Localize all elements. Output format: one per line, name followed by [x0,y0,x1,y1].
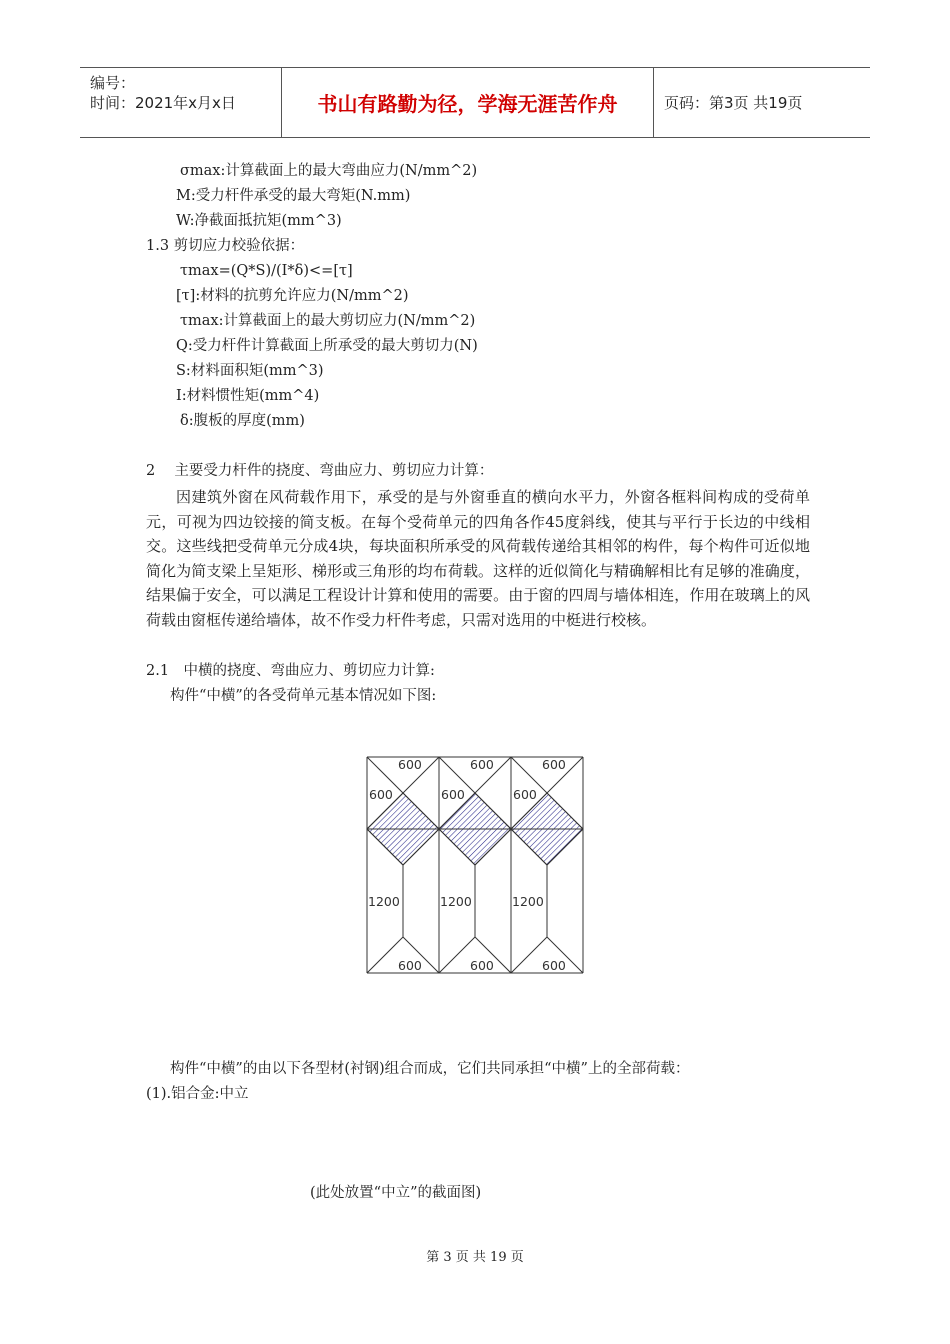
figure-placeholder-caption: (此处放置“中立”的截面图) [310,1185,482,1201]
time-label: 时间：2021年x月x日 [90,94,236,112]
span-label-bottom: 600 [398,958,422,973]
text-line: (1).铝合金:中立 [146,1086,249,1102]
motto-text: 书山有路勤为径，学海无涯苦作舟 [282,68,654,137]
text-line: δ:腹板的厚度(mm) [180,413,305,429]
text-line: I:材料惯性矩(mm^4) [176,388,320,404]
text-line: σmax:计算截面上的最大弯曲应力(N/mm^2) [180,163,478,179]
text-line: W:净截面抵抗矩(mm^3) [176,213,342,229]
text-line: 构件“中横”的各受荷单元基本情况如下图: [170,688,437,704]
height-label: 1200 [440,894,472,909]
number-label: 编号： [90,74,136,92]
height-label: 1200 [512,894,544,909]
span-label-top: 600 [398,757,422,772]
text-line: S:材料面积矩(mm^3) [176,363,324,379]
section-heading: 2.1 中横的挠度、弯曲应力、剪切应力计算: [146,663,435,679]
span-label-top: 600 [542,757,566,772]
header-meta-cell [80,68,282,137]
height-label: 1200 [368,894,400,909]
span-label-side: 600 [513,787,537,802]
span-label-bottom: 600 [470,958,494,973]
document-header [80,67,870,138]
formula-line: τmax=(Q*S)/(I*δ)<=[τ] [180,263,353,279]
section-heading: 2 主要受力杆件的挠度、弯曲应力、剪切应力计算： [146,463,494,479]
page-number-label: 页码：第3页 共19页 [664,94,803,112]
section-heading: 1.3 剪切应力校验依据： [146,238,305,254]
load-unit-diagram [366,756,584,976]
page-footer: 第 3 页 共 19 页 [426,1250,524,1265]
span-label-top: 600 [470,757,494,772]
span-label-side: 600 [369,787,393,802]
body-paragraph: 因建筑外窗在风荷载作用下，承受的是与外窗垂直的横向水平力，外窗各框料间构成的受荷单元，可视为四边铰接的简支板。在每个受荷单元的四角各作45度斜线，使其与平行于长边的中线相交。这些线把受荷单元分成4块，每块面积所承受的风荷载传递给其相邻的构件，每个构件可近似地简化为简支梁上呈矩形、梯形或三角形的均布荷载。这样的近似简化与精确解相比有足够的准确度，结果偏于安全，可以满足工程设计计算和使用的需要。由于窗的四周与墙体相连，作用在玻璃上的风荷载由窗框传递给墙体，故不作受力杆件考虑，只需对选用的中梃进行校核。 [146,488,810,629]
text-line: M:受力杆件承受的最大弯矩(N.mm) [176,188,411,204]
text-line: [τ]:材料的抗剪允许应力(N/mm^2) [176,288,409,304]
span-label-bottom: 600 [542,958,566,973]
text-line: Q:受力杆件计算截面上所承受的最大剪切力(N) [176,338,478,354]
text-line: 构件“中横”的由以下各型材(衬钢)组合而成，它们共同承担“中横”上的全部荷载： [170,1061,690,1077]
span-label-side: 600 [441,787,465,802]
text-line: τmax:计算截面上的最大剪切应力(N/mm^2) [180,313,476,329]
